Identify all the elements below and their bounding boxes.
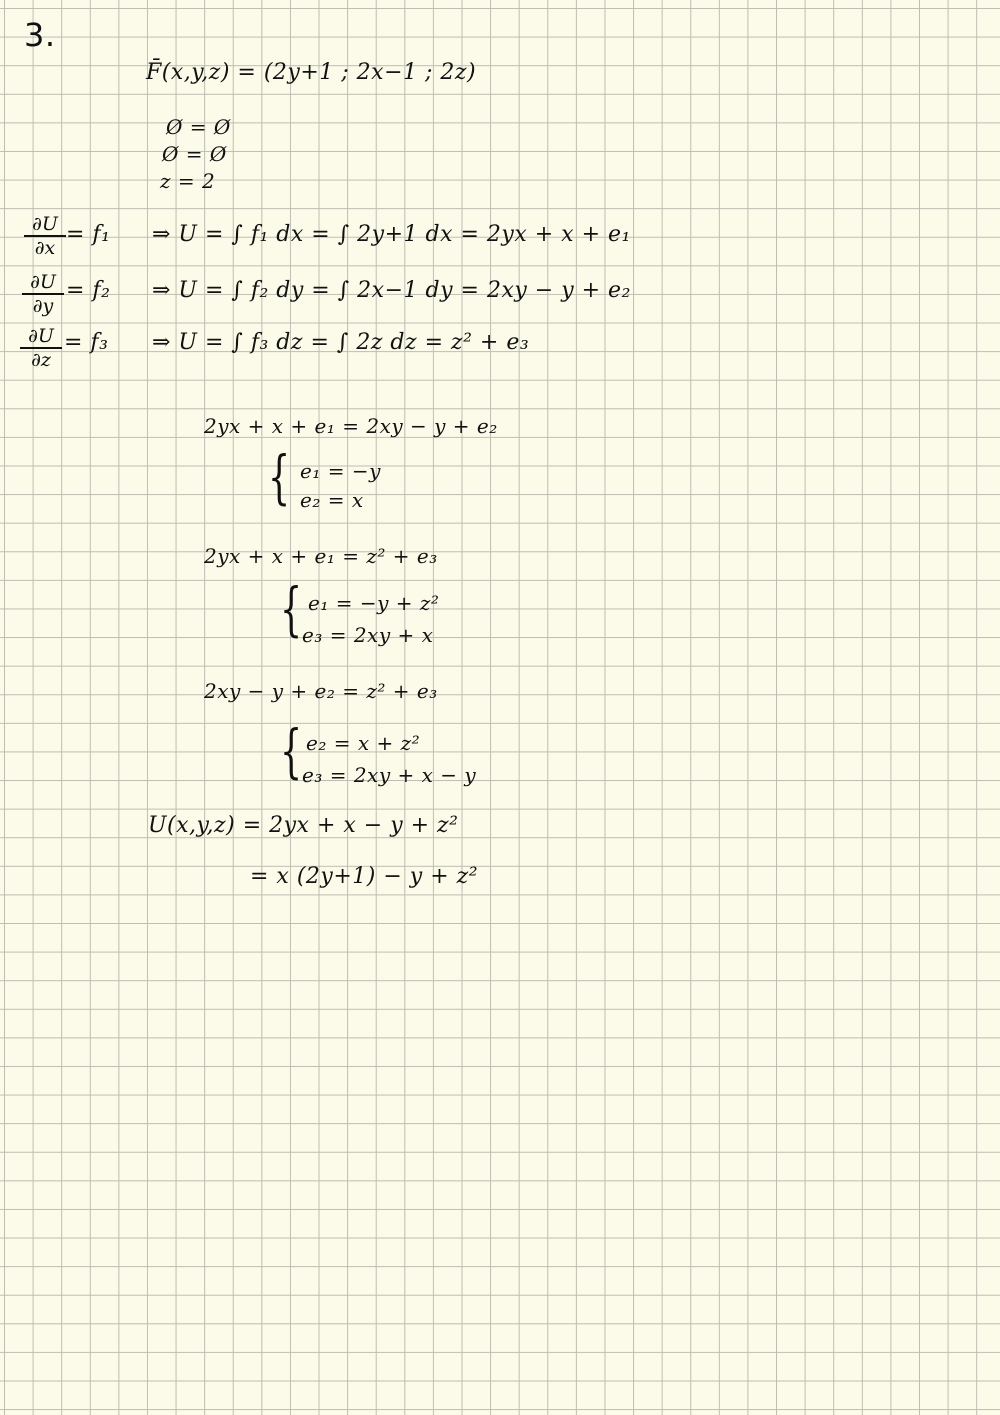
partial-fraction (20, 272, 66, 316)
system-brace: { (280, 575, 303, 643)
partial-denominator: ∂x (34, 237, 56, 259)
result-line: U(x,y,z) = 2yx + x − y + z² (148, 813, 459, 838)
comparison-equation: 2xy − y + e₂ = z² + e₃ (204, 679, 438, 703)
comparison-equation: 2yx + x + e₁ = 2xy − y + e₂ (204, 414, 498, 438)
problem-number: 3. (24, 16, 56, 54)
result-line: = x (2y+1) − y + z² (250, 864, 479, 889)
integration-chain: ⇒ U = ∫ f₃ dz = ∫ 2z dz = z² + e₃ (152, 330, 530, 355)
partial-numerator: ∂U (28, 325, 54, 347)
integration-chain: ⇒ U = ∫ f₁ dx = ∫ 2y+1 dx = 2yx + x + e₁ (152, 222, 631, 247)
domain-line: z = 2 (160, 169, 216, 193)
system-brace: { (280, 717, 303, 785)
system-line: e₂ = x (300, 488, 364, 512)
system-brace: { (268, 443, 291, 511)
partial-rhs: = f₃ (64, 330, 109, 355)
partial-denominator: ∂z (31, 349, 51, 371)
domain-line: Ø = Ø (166, 115, 231, 139)
partial-numerator: ∂U (30, 271, 56, 293)
partial-fraction (18, 326, 64, 370)
system-line: e₁ = −y + z² (308, 591, 440, 615)
system-line: e₃ = 2xy + x (302, 623, 434, 647)
partial-denominator: ∂y (32, 295, 54, 317)
partial-numerator: ∂U (32, 213, 58, 235)
integration-chain: ⇒ U = ∫ f₂ dy = ∫ 2x−1 dy = 2xy − y + e₂ (152, 278, 631, 303)
field-definition: F̄(x,y,z) = (2y+1 ; 2x−1 ; 2z) (146, 60, 477, 85)
partial-fraction (22, 214, 68, 258)
system-line: e₂ = x + z² (306, 731, 421, 755)
partial-rhs: = f₂ (66, 278, 111, 303)
partial-rhs: = f₁ (66, 222, 111, 247)
comparison-equation: 2yx + x + e₁ = z² + e₃ (204, 544, 438, 568)
domain-line: Ø = Ø (162, 142, 227, 166)
system-line: e₁ = −y (300, 459, 381, 483)
system-line: e₃ = 2xy + x − y (302, 763, 477, 787)
